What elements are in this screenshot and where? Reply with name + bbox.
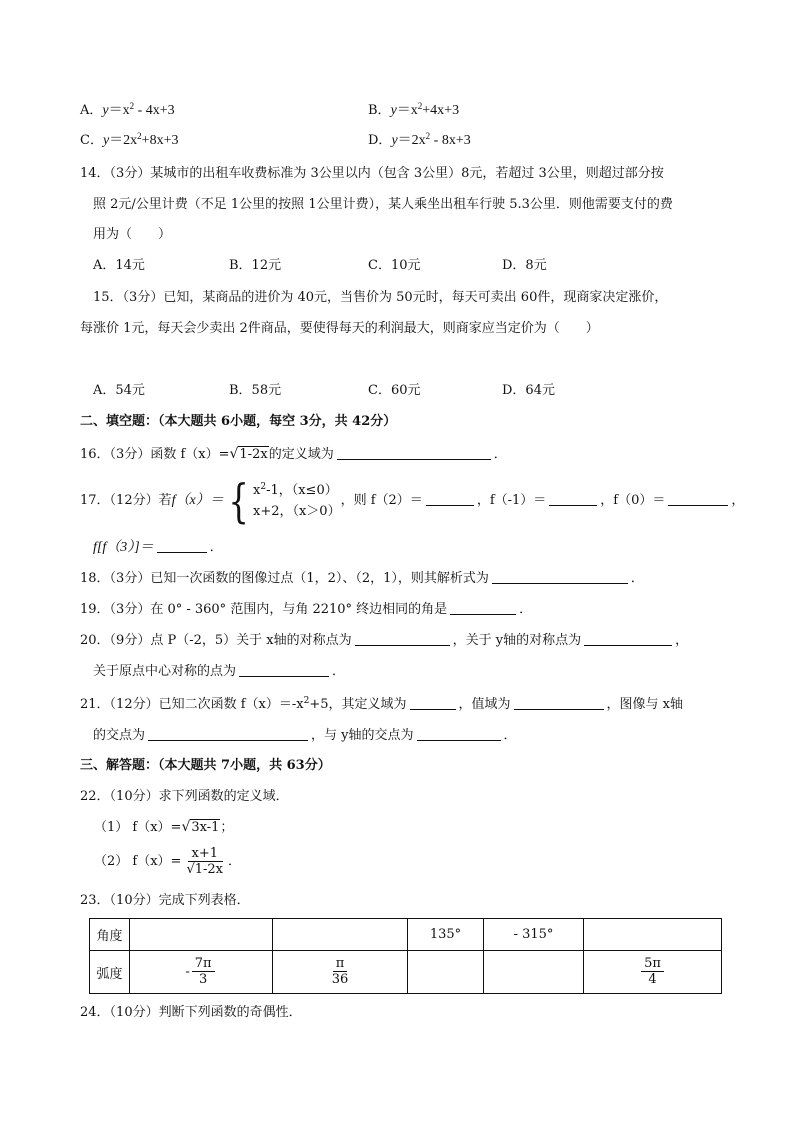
denominator: 3 — [199, 972, 208, 987]
section-number: 二、填空题： — [80, 414, 159, 429]
option-label: B． — [368, 103, 391, 118]
q16 — [80, 444, 507, 465]
q19-end: ． — [519, 602, 533, 617]
q17-text: ， — [731, 493, 745, 508]
answer-blank[interactable] — [417, 726, 501, 741]
radian-cell — [130, 951, 273, 994]
section-desc: （本大题共 7小题，共 63分） — [158, 758, 331, 773]
q20-text: ， — [675, 633, 689, 648]
denominator: 4 — [648, 972, 657, 987]
expr-part: y — [102, 103, 109, 118]
radicand: 3x-1 — [191, 820, 220, 835]
numerator: 5π — [641, 956, 664, 972]
q17-text: ． — [209, 540, 223, 555]
q22-part2 — [94, 845, 241, 879]
section-desc: （本大题共 6小题，每空 3分，共 42分） — [158, 414, 397, 429]
denominator: √1-2x — [186, 861, 224, 877]
section-number: 三、解答题： — [80, 758, 159, 773]
expr-part: ＝2x — [109, 133, 138, 148]
q17-text: ，则 f（2）＝ — [340, 493, 423, 508]
option-label: D． — [368, 133, 392, 148]
q18-end: ． — [630, 571, 644, 586]
q21-text: 21．（12分）已知二次函数 f（x）＝-x — [80, 697, 304, 712]
q20-line2 — [93, 662, 345, 682]
q13-option-d — [368, 131, 471, 151]
q23-title: 23．（10分）完成下列表格． — [80, 893, 250, 908]
sign: - — [185, 964, 190, 980]
q14-option-c: C．10元 — [368, 258, 421, 273]
q22-text: ； — [220, 820, 234, 835]
sqrt-expression: √1-2x — [229, 446, 268, 462]
q15-option-c: C．60元 — [368, 383, 421, 398]
q14-option-b: B．12元 — [229, 258, 282, 273]
case-sup: 2 — [260, 481, 267, 492]
q22-text: （1） f（x）= — [94, 820, 182, 835]
radian-cell — [584, 951, 722, 994]
answer-blank[interactable] — [450, 600, 516, 615]
q15-option-a: A．54元 — [93, 383, 145, 398]
answer-blank[interactable] — [355, 631, 450, 646]
q14-option-a: A．14元 — [93, 258, 145, 273]
q21-sup: 2 — [303, 696, 310, 706]
q19 — [80, 600, 532, 620]
q17-text: f[f（3）]＝ — [93, 540, 154, 555]
radicand: 1-2x — [194, 861, 224, 877]
q15-option-d: D．64元 — [502, 383, 555, 398]
case-2: x+2，（x＞0） — [252, 503, 341, 519]
radian-cell[interactable] — [408, 951, 484, 994]
q16-suffix: 的定义域为 — [268, 447, 334, 462]
radicand: 1-2x — [239, 447, 268, 462]
denominator: 36 — [331, 972, 349, 987]
degree-cell[interactable] — [130, 919, 273, 951]
expr-part: - 8x+3 — [430, 133, 471, 148]
q21-text: ，与 y轴的交点为 — [311, 728, 414, 743]
answer-blank[interactable] — [148, 726, 308, 741]
expr-sup: 2 — [137, 131, 142, 141]
radian-cell — [273, 951, 408, 994]
q16-end: ． — [493, 447, 507, 462]
q19-text: 19．（3分）在 0° - 360° 范围内，与角 2210° 终边相同的角是 — [80, 602, 448, 617]
q21-text: ，图像与 x轴 — [606, 697, 683, 712]
degree-cell[interactable] — [584, 919, 722, 951]
expr-part: y — [102, 133, 110, 148]
sqrt-expression: √3x-1 — [181, 819, 220, 835]
left-brace: { — [228, 473, 249, 528]
answer-blank[interactable] — [514, 695, 604, 710]
degree-cell[interactable] — [273, 919, 408, 951]
answer-blank[interactable] — [410, 695, 456, 710]
radian-cell[interactable] — [484, 951, 584, 994]
q14-line1: 14．（3分）某城市的出租车收费标准为 3公里以内（包含 3公里）8元，若超过 3公里，则超过部分按 — [80, 166, 664, 181]
q17-line2 — [93, 538, 223, 558]
expr-part: ＝x — [396, 103, 418, 118]
case-part: x — [252, 482, 261, 498]
option-label: C． — [80, 133, 103, 148]
section-3-heading — [80, 756, 331, 776]
conversion-table — [89, 918, 722, 994]
q20-line1 — [80, 631, 688, 651]
fraction — [641, 956, 664, 988]
q15-line2: 每涨价 1元，每天会少卖出 2件商品，要使得每天的利润最大，则商家应当定价为（ ） — [80, 321, 599, 336]
answer-blank[interactable] — [337, 445, 491, 460]
answer-blank[interactable] — [157, 538, 207, 553]
q21-line2 — [93, 726, 517, 746]
q22-text: ． — [228, 854, 242, 869]
option-label: A． — [80, 103, 103, 118]
expr-sup: 2 — [425, 131, 431, 141]
q17-text: ，f（0）＝ — [600, 493, 666, 508]
expr-part: y — [390, 103, 397, 118]
q14-line2: 照 2元/公里计费（不足 1公里的按照 1公里计费），某人乘坐出租车行驶 5.3公里．则他需要支付的费 — [93, 197, 673, 212]
section-2-heading — [80, 412, 396, 432]
expr-sup: 2 — [129, 101, 135, 111]
q22-text: （2） f（x）= — [94, 854, 182, 869]
degree-cell: 135° — [408, 919, 484, 951]
q22-part1 — [94, 817, 233, 838]
q22-title: 22．（10分）求下列函数的定义域． — [80, 789, 289, 804]
answer-blank[interactable] — [492, 569, 628, 584]
answer-blank[interactable] — [584, 631, 672, 646]
q21-text: 的交点为 — [93, 728, 146, 743]
answer-blank[interactable] — [239, 662, 329, 677]
q15-line1: 15．（3分）已知，某商品的进价为 40元，当售价为 50元时，每天可卖出 60件，现商家决定涨价， — [93, 290, 668, 305]
answer-blank[interactable] — [668, 491, 728, 506]
q14-line3: 用为（ ） — [93, 227, 172, 242]
q13-option-b — [368, 101, 459, 121]
q21-text: ． — [503, 728, 517, 743]
q16-prefix: 16．（3分）函数 f（x）= — [80, 447, 230, 462]
numerator: x+1 — [188, 846, 221, 862]
q17-text: ，f（-1）＝ — [476, 493, 547, 508]
expr-part: +4x+3 — [422, 103, 460, 118]
q20-text: ． — [332, 664, 346, 679]
answer-blank[interactable] — [549, 491, 597, 506]
row-label-radian: 弧度 — [90, 951, 130, 994]
q18-text: 18．（3分）已知一次函数的图像过点（1，2）、（2，1），则其解析式为 — [80, 571, 489, 586]
q20-text: ，关于 y轴的对称点为 — [452, 633, 582, 648]
piecewise-cases — [253, 480, 341, 522]
q20-text: 关于原点中心对称的点为 — [93, 664, 237, 679]
fraction — [192, 956, 215, 988]
fraction — [329, 956, 352, 988]
q21-line1 — [80, 695, 683, 715]
q17-prefix: 17．（12分）若 — [80, 493, 172, 508]
q20-text: 20．（9分）点 P（-2，5）关于 x轴的对称点为 — [80, 633, 352, 648]
numerator: π — [333, 956, 348, 972]
expr-part: +8x+3 — [141, 133, 179, 148]
q24-title: 24．（10分）判断下列函数的奇偶性． — [80, 1005, 302, 1020]
q13-option-c — [80, 131, 178, 151]
function-name: f（x）＝ — [171, 493, 224, 508]
numerator: 7π — [192, 956, 215, 972]
case-part: -1，（x≤0） — [266, 482, 338, 498]
expr-part: y — [391, 133, 398, 148]
q21-text: +5，其定义域为 — [309, 697, 407, 712]
expr-part: ＝2x — [397, 133, 426, 148]
expr-part: ＝x — [108, 103, 130, 118]
degree-cell: - 315° — [484, 919, 584, 951]
q17-line1 — [80, 473, 745, 528]
q14-option-d: D．8元 — [502, 258, 547, 273]
expr-sup: 2 — [417, 101, 423, 111]
q18 — [80, 569, 644, 589]
expr-part: - 4x+3 — [134, 103, 175, 118]
fraction — [183, 846, 226, 878]
answer-blank[interactable] — [426, 491, 474, 506]
q21-text: ，值域为 — [458, 697, 511, 712]
q13-option-a — [80, 101, 175, 121]
q15-option-b: B．58元 — [229, 383, 282, 398]
row-label-degree: 角度 — [90, 919, 130, 951]
